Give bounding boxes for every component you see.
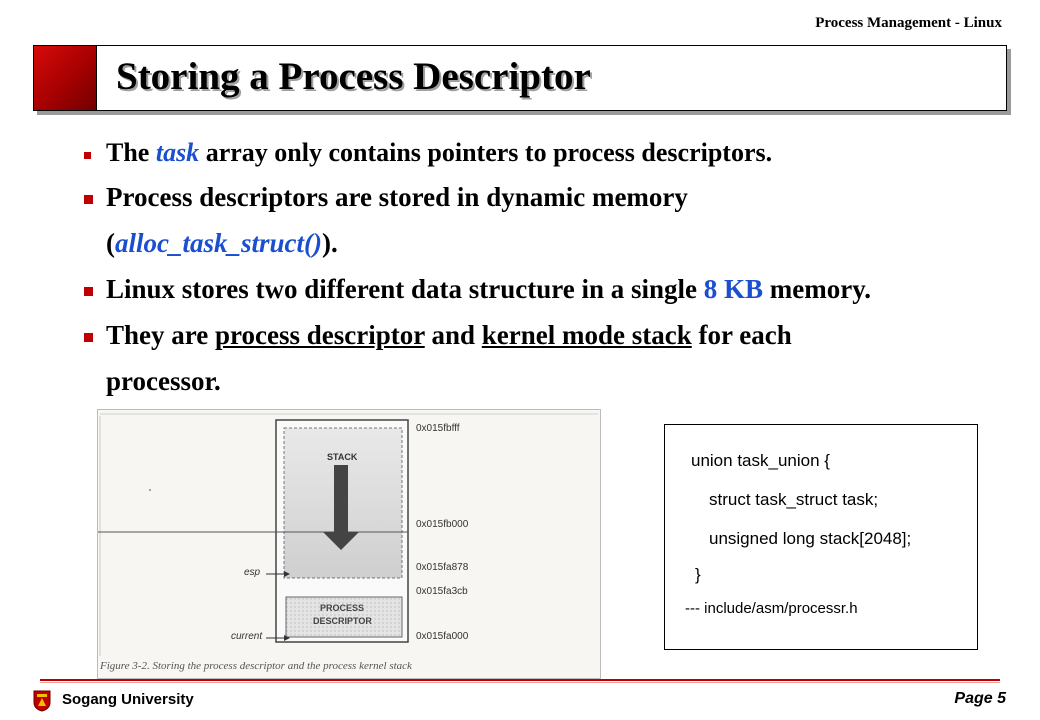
memory-figure — [97, 409, 601, 679]
stack-label: STACK — [327, 452, 358, 462]
bullet-marker-icon — [84, 287, 93, 296]
task-keyword: task — [155, 138, 200, 167]
alloc-func: alloc_task_struct() — [115, 228, 322, 258]
code-line-5: --- include/asm/processr.h — [685, 600, 858, 617]
bullet-1: The task array only contains pointers to process descriptors. — [106, 138, 773, 167]
slide-title: Storing a Process Descriptor — [116, 55, 591, 98]
memory-diagram — [98, 410, 600, 678]
term-kernel-stack: kernel mode stack — [481, 320, 692, 350]
code-line-4: } — [695, 565, 701, 584]
size-highlight: 8 KB — [703, 274, 764, 304]
code-line-2: struct task_struct task; — [709, 490, 879, 509]
addr-4: 0x015fa3cb — [416, 586, 468, 597]
bullet-4-cont: processor. — [106, 366, 221, 396]
course-title: Process Management - Linux — [815, 15, 1002, 31]
footer-rule — [40, 679, 1000, 681]
bullet-2-cont: (alloc_task_struct()). — [106, 228, 338, 258]
addr-5: 0x015fa000 — [416, 631, 469, 642]
title-accent-square — [34, 46, 97, 110]
bullet-marker-icon — [84, 195, 93, 204]
title-box — [33, 45, 1007, 111]
bullet-2: Process descriptors are stored in dynamic memory — [106, 182, 688, 212]
university-crest-icon — [33, 688, 51, 712]
footer-university: Sogang University — [62, 691, 194, 708]
bullet-marker-icon — [84, 152, 91, 159]
footer-rule-light — [40, 682, 1000, 683]
pd-label-1: PROCESS — [320, 603, 365, 613]
pd-label-2: DESCRIPTOR — [313, 616, 372, 626]
code-box — [664, 424, 978, 650]
bullet-3: Linux stores two different data structure in a single 8 KB memory. — [106, 274, 871, 304]
figure-caption: Figure 3-2. Storing the process descriptor and the process kernel stack — [100, 660, 412, 672]
current-label: current — [231, 631, 263, 642]
page-number: Page 5 — [954, 690, 1006, 707]
term-process-descriptor: process descriptor — [215, 320, 425, 350]
code-line-1: union task_union { — [691, 451, 830, 470]
bullet-marker-icon — [84, 333, 93, 342]
addr-2: 0x015fb000 — [416, 519, 469, 530]
bullet-4: They are process descriptor and kernel mode stack for each — [106, 320, 792, 350]
esp-label: esp — [244, 567, 261, 578]
code-line-3: unsigned long stack[2048]; — [709, 529, 912, 548]
addr-1: 0x015fbfff — [416, 423, 460, 434]
addr-3: 0x015fa878 — [416, 562, 469, 573]
